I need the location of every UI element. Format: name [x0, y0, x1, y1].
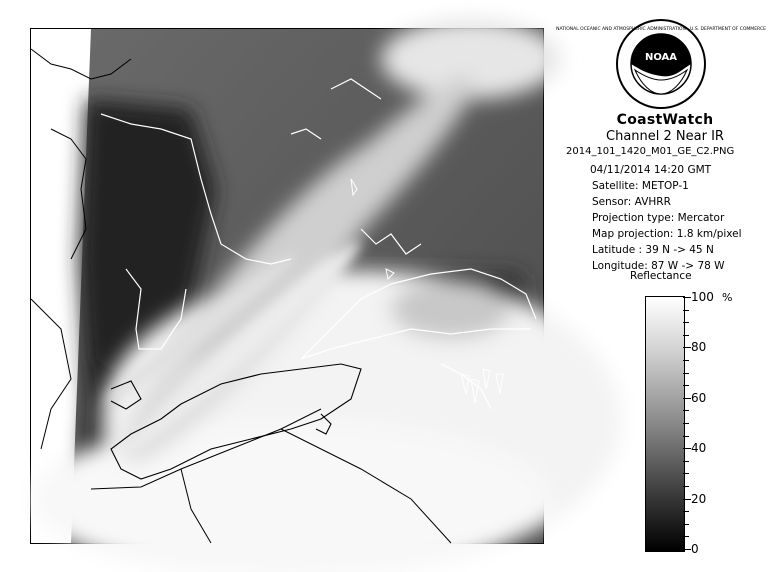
satellite-label: Satellite: METOP-1 — [592, 180, 689, 192]
colorbar-tick — [683, 499, 691, 500]
map-projection-label: Map projection: 1.8 km/pixel — [592, 228, 742, 240]
colorbar — [645, 296, 685, 552]
colorbar-tick — [683, 536, 689, 537]
projection-type-label: Projection type: Mercator — [592, 212, 725, 224]
colorbar-tick — [683, 385, 689, 386]
colorbar-tick — [683, 373, 689, 374]
colorbar-title: Reflectance — [630, 270, 692, 282]
colorbar-tick — [683, 461, 689, 462]
colorbar-tick — [683, 511, 689, 512]
colorbar-tick — [683, 335, 689, 336]
colorbar-tick — [683, 347, 691, 348]
satellite-image — [30, 28, 544, 544]
colorbar-unit: % — [722, 291, 733, 304]
latitude-label: Latitude : 39 N -> 45 N — [592, 244, 714, 256]
logo-text: NOAA — [644, 52, 678, 63]
colorbar-tick — [683, 360, 689, 361]
colorbar-tick — [683, 310, 689, 311]
filename-label: 2014_101_1420_M01_GE_C2.PNG — [566, 146, 735, 157]
colorbar-tick — [683, 398, 691, 399]
colorbar-tick-label: 0 — [691, 542, 699, 556]
colorbar-tick-label: 40 — [691, 441, 707, 455]
product-title: Channel 2 Near IR — [606, 129, 724, 144]
colorbar-tick-label: 20 — [691, 492, 707, 506]
colorbar-tick-label: 80 — [691, 340, 707, 354]
longitude-label: Longitude: 87 W -> 78 W — [592, 260, 725, 272]
colorbar-tick — [683, 410, 689, 411]
colorbar-tick-label: 60 — [691, 391, 707, 405]
colorbar-tick — [683, 473, 689, 474]
reflectance-map — [31, 29, 543, 543]
logo-ring-text: NATIONAL OCEANIC AND ATMOSPHERIC ADMINISTRATION · U.S. DEPARTMENT OF COMMERCE — [556, 27, 766, 32]
datetime-label: 04/11/2014 14:20 GMT — [590, 164, 712, 176]
colorbar-tick — [683, 486, 689, 487]
colorbar-tick — [683, 549, 691, 550]
colorbar-tick — [683, 322, 689, 323]
brand-title: CoastWatch — [616, 112, 714, 128]
colorbar-tick — [683, 448, 691, 449]
colorbar-tick — [683, 423, 689, 424]
colorbar-tick — [683, 297, 691, 298]
sensor-label: Sensor: AVHRR — [592, 196, 671, 208]
colorbar-tick-label: 100 — [691, 290, 714, 304]
noaa-logo — [556, 18, 766, 110]
colorbar-tick — [683, 524, 689, 525]
colorbar-tick — [683, 436, 689, 437]
